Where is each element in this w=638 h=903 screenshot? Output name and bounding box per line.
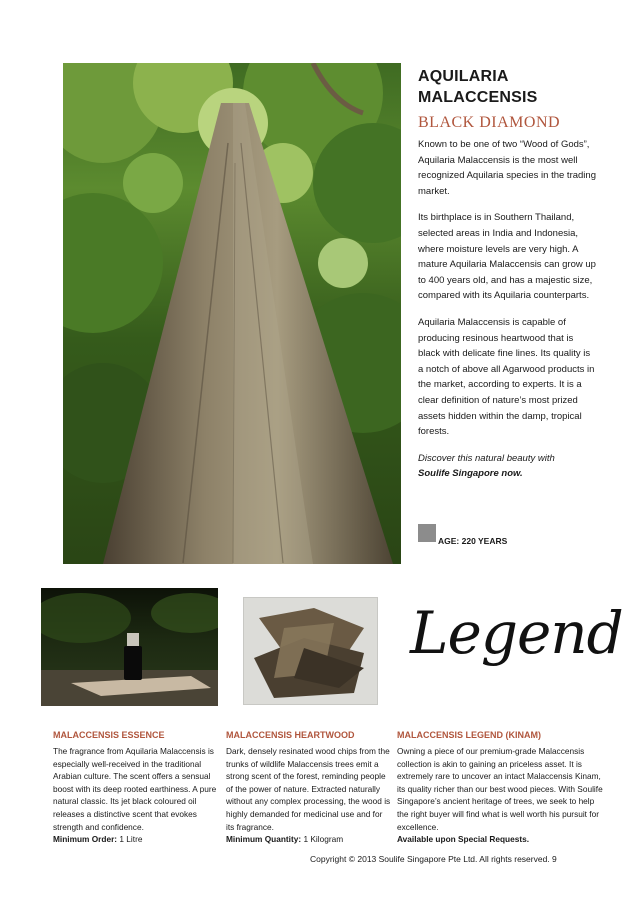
column-legend-kinam — [397, 729, 607, 846]
description-para-1: Known to be one of two “Wood of Gods”, Aquilaria Malaccensis is the most well recognized Aquilaria species in the trading market. — [418, 139, 596, 197]
column-body: The fragrance from Aquilaria Malaccensis is especially well-received in the traditional Arabian culture. The scent offers a sensual boost with its deep rooted earthiness. A pure natural classic. Its jet black coloured oil releases a distinctive scent that evokes strength and confidence. — [53, 746, 217, 832]
age-swatch — [418, 524, 436, 542]
age-label: AGE: 220 YEARS — [438, 536, 508, 546]
column-heartwood — [226, 729, 391, 846]
column-essence — [53, 729, 218, 846]
column-label: Available upon Special Requests. — [397, 834, 530, 845]
description-para-3: Aquilaria Malaccensis is capable of producing resinous heartwood that is black with delicate fine lines. Its quality is a notch of above all Agarwood products in the market, according to experts. It is a clear definition of nature’s most prized assets hidden within the damp, tropical forests. — [418, 316, 595, 438]
column-label: Minimum Order: — [53, 834, 118, 845]
page-title — [418, 66, 618, 108]
column-body: Owning a piece of our premium-grade Malaccensis collection is akin to gaining an priceless asset. It is extremely rare to uncover an intact Malaccensis Kinam, its quality richer than our best wood pieces. With Soulife Singapore’s ancient heritage of trees, we seek to help the right buyer will find what is well worth his pursuit for excellence. — [397, 746, 603, 832]
description-para-2: Its birthplace is in Southern Thailand, selected areas in India and Indonesia, where moisture levels are very high. A mature Aquilaria Malaccensis can grow up to 400 years old, and has a majestic size, compared with its Aquilaria counterparts. — [418, 212, 596, 302]
column-heading: MALACCENSIS ESSENCE — [53, 730, 165, 740]
description — [418, 137, 596, 482]
title-line-2: MALACCENSIS — [418, 89, 538, 106]
column-body: Dark, densely resinated wood chips from the trunks of wildlife Malaccensis trees emit a strong scent of the forest, reminding people of the power of nature. Extracted naturally without any complex processing, the wood is highly demanded for medicinal use and for its fragrance. — [226, 746, 391, 832]
tree-photo — [63, 63, 401, 564]
column-heading: MALACCENSIS LEGEND (KINAM) — [397, 730, 541, 740]
column-label: Minimum Quantity: — [226, 834, 302, 845]
heartwood-photo — [243, 597, 378, 705]
legend-heading: Legend — [410, 599, 623, 667]
title-line-1: AQUILARIA — [418, 68, 509, 85]
column-value: 1 Litre — [117, 834, 143, 845]
column-heading: MALACCENSIS HEARTWOOD — [226, 730, 355, 740]
column-value: 1 Kilogram — [301, 834, 344, 845]
footer-copyright: Copyright © 2013 Soulife Singapore Pte Ltd. All rights reserved. 9 — [310, 854, 557, 864]
page-subtitle: BLACK DIAMOND — [418, 114, 561, 131]
essence-oil-photo — [41, 588, 218, 706]
cta-line-1: Discover this natural beauty with — [418, 452, 555, 464]
cta-line-2: Soulife Singapore now. — [418, 468, 523, 480]
